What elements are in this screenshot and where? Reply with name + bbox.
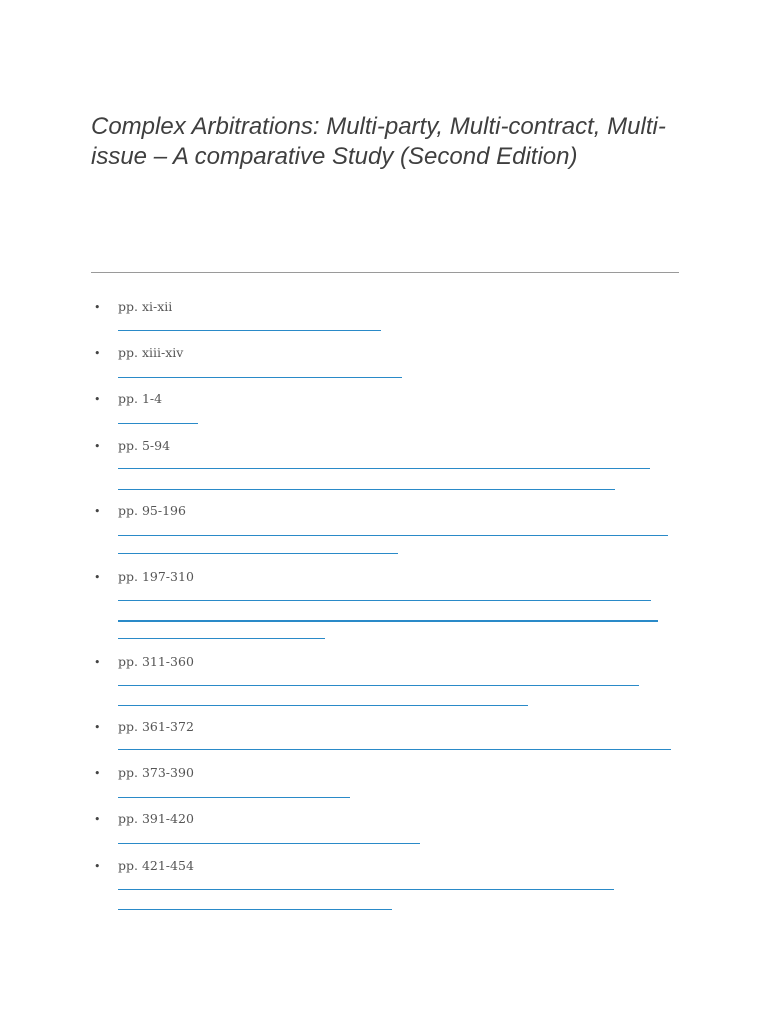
page-range: pp. 361-372 (118, 719, 194, 734)
bullet: • (94, 860, 101, 873)
bullet: • (94, 571, 101, 584)
chapter-link[interactable] (118, 705, 528, 706)
bullet: • (94, 767, 101, 780)
bullet: • (94, 301, 101, 314)
chapter-link[interactable] (118, 489, 615, 490)
bullet: • (94, 505, 101, 518)
page-range: pp. 1-4 (118, 391, 163, 406)
chapter-link[interactable] (118, 553, 398, 554)
chapter-link[interactable] (118, 330, 381, 331)
chapter-link[interactable] (118, 423, 198, 424)
page-range: pp. 5-94 (118, 438, 171, 453)
chapter-link[interactable] (118, 843, 420, 844)
chapter-link[interactable] (118, 797, 350, 798)
page-range: pp. 197-310 (118, 569, 194, 584)
page-range: pp. xiii-xiv (118, 345, 184, 360)
bullet: • (94, 656, 101, 669)
chapter-link[interactable] (118, 889, 614, 890)
bullet: • (94, 440, 101, 453)
chapter-link[interactable] (118, 909, 392, 910)
page-range: pp. 391-420 (118, 811, 194, 826)
chapter-link[interactable] (118, 620, 658, 622)
bullet: • (94, 813, 101, 826)
chapter-link[interactable] (118, 468, 650, 469)
page-range: pp. xi-xii (118, 299, 173, 314)
chapter-link[interactable] (118, 377, 402, 378)
title-divider (91, 272, 679, 273)
chapter-link[interactable] (118, 638, 325, 639)
page-range: pp. 373-390 (118, 765, 194, 780)
bullet: • (94, 393, 101, 406)
page-title: Complex Arbitrations: Multi-party, Multi-contract, Multi-issue – A comparative Study (Second Edition) (91, 113, 666, 170)
chapter-link[interactable] (118, 535, 668, 536)
bullet: • (94, 721, 101, 734)
chapter-link[interactable] (118, 685, 639, 686)
page-range: pp. 311-360 (118, 654, 194, 669)
bullet: • (94, 347, 101, 360)
chapter-link[interactable] (118, 600, 651, 601)
page-range: pp. 95-196 (118, 503, 186, 518)
chapter-link[interactable] (118, 749, 671, 750)
page-range: pp. 421-454 (118, 858, 194, 873)
